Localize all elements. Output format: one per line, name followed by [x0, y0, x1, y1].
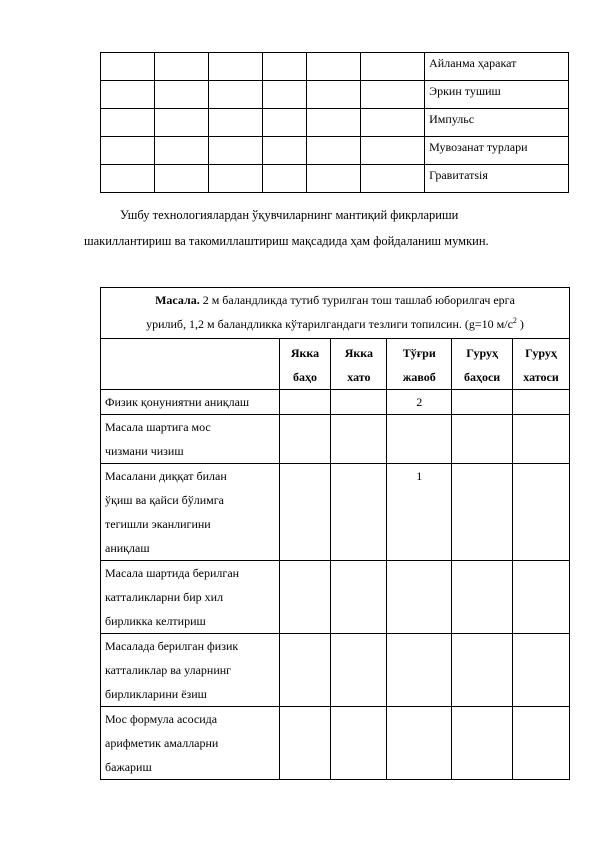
- column-header-line-2: баҳоси: [463, 370, 501, 384]
- problem-statement-row: [101, 288, 570, 339]
- header-row: [101, 339, 570, 390]
- score-cell: [279, 634, 331, 707]
- criteria-label-line: бажариш: [105, 760, 152, 774]
- empty-cell: [307, 137, 361, 165]
- criteria-label-line: бирликларини ёзиш: [105, 687, 207, 701]
- criteria-label-line: катталиклар ва уларнинг: [105, 663, 232, 677]
- column-header: [387, 339, 452, 390]
- score-cell: [331, 707, 387, 780]
- score-cell: [331, 390, 387, 415]
- score-cell: [513, 390, 570, 415]
- score-cell: [279, 464, 331, 561]
- score-cell: [513, 707, 570, 780]
- column-header: [513, 339, 570, 390]
- empty-cell: [307, 165, 361, 193]
- empty-cell: [361, 109, 425, 137]
- score-cell: [452, 707, 513, 780]
- topic-label: Мувозанат турлари: [425, 137, 569, 165]
- criteria-row: [101, 390, 570, 415]
- topic-label: Импульс: [425, 109, 569, 137]
- score-cell: [279, 561, 331, 634]
- criteria-label-line: чизмани чизиш: [105, 444, 184, 458]
- score-cell: [513, 415, 570, 464]
- criteria-row: [101, 464, 570, 561]
- criteria-label-line: Масала шартида берилган: [105, 566, 240, 580]
- score-cell: [452, 464, 513, 561]
- topics-table: [100, 52, 569, 193]
- empty-cell: [361, 165, 425, 193]
- problem-title: Масала.: [155, 293, 200, 307]
- criteria-label-line: тегишли эканлигини: [105, 517, 211, 531]
- topics-row: [101, 53, 569, 81]
- problem-text-2: урилиб, 1,2 м баландликка кўтарилгандаги тезлиги топилсин. (g=10 м/с: [146, 317, 513, 331]
- score-cell: [387, 634, 452, 707]
- empty-cell: [208, 165, 262, 193]
- score-cell: [331, 561, 387, 634]
- criteria-label: [101, 707, 280, 780]
- empty-cell: [262, 137, 307, 165]
- column-header-line-2: хатоси: [523, 370, 559, 384]
- criteria-row: [101, 561, 570, 634]
- criteria-label-line: аниқлаш: [105, 541, 150, 555]
- topics-row: [101, 81, 569, 109]
- header-empty-cell: [101, 339, 280, 390]
- empty-cell: [154, 109, 208, 137]
- criteria-label-line: Масала шартига мос: [105, 420, 211, 434]
- column-header-line-1: Гуруҳ: [466, 346, 498, 360]
- column-header-line-2: жавоб: [402, 370, 436, 384]
- criteria-row: [101, 415, 570, 464]
- empty-cell: [154, 137, 208, 165]
- column-header-line-1: Якка: [290, 346, 320, 360]
- criteria-label-line: ўқиш ва қайси бўлимга: [105, 493, 225, 507]
- empty-cell: [101, 53, 155, 81]
- score-cell: [387, 707, 452, 780]
- empty-cell: [101, 165, 155, 193]
- empty-cell: [208, 137, 262, 165]
- criteria-label-line: арифметик амалларни: [105, 736, 219, 750]
- empty-cell: [262, 165, 307, 193]
- empty-cell: [307, 81, 361, 109]
- criteria-label-line: Масалани диққат билан: [105, 469, 227, 483]
- score-cell: [513, 634, 570, 707]
- problem-statement: [101, 288, 570, 339]
- column-header: [452, 339, 513, 390]
- column-header-line-2: баҳо: [292, 370, 317, 384]
- score-cell: [452, 634, 513, 707]
- score-cell: [452, 415, 513, 464]
- empty-cell: [208, 109, 262, 137]
- criteria-label: [101, 561, 280, 634]
- score-cell: [387, 415, 452, 464]
- empty-cell: [101, 109, 155, 137]
- score-cell: [387, 561, 452, 634]
- problem-text-end: ): [516, 317, 524, 331]
- problem-text-1: 2 м баландликда тутиб турилган тош ташлаб юборилгач ерга: [199, 293, 515, 307]
- empty-cell: [208, 81, 262, 109]
- criteria-label-line: Мос формула асосида: [105, 712, 218, 726]
- score-cell: [513, 464, 570, 561]
- empty-cell: [361, 137, 425, 165]
- problem-text-sup: 2: [512, 316, 517, 325]
- score-cell: [331, 415, 387, 464]
- score-cell: [452, 561, 513, 634]
- criteria-label: [101, 390, 280, 415]
- score-cell: [513, 561, 570, 634]
- score-cell: [279, 415, 331, 464]
- score-cell: 2: [387, 390, 452, 415]
- empty-cell: [101, 81, 155, 109]
- paragraph-line-1: Ушбу технологиялардан ўқувчиларнинг мантиқий фикрлариши: [120, 208, 459, 222]
- column-header-line-1: Якка: [344, 346, 374, 360]
- score-cell: [279, 707, 331, 780]
- empty-cell: [262, 53, 307, 81]
- empty-cell: [307, 109, 361, 137]
- empty-cell: [307, 53, 361, 81]
- criteria-label: [101, 634, 280, 707]
- column-header: [279, 339, 331, 390]
- criteria-label-line: Масалада берилган физик: [105, 639, 239, 653]
- column-header-line-2: хато: [347, 370, 371, 384]
- topic-label: Айланма ҳаракат: [425, 53, 569, 81]
- empty-cell: [208, 53, 262, 81]
- score-cell: [331, 464, 387, 561]
- column-header-line-1: Тўғри: [402, 346, 436, 360]
- score-cell: [452, 390, 513, 415]
- topics-table-body: [101, 53, 569, 193]
- score-cell: [331, 634, 387, 707]
- criteria-label: [101, 464, 280, 561]
- empty-cell: [361, 53, 425, 81]
- column-header: [331, 339, 387, 390]
- problem-table: [100, 287, 570, 780]
- empty-cell: [361, 81, 425, 109]
- topics-row: [101, 137, 569, 165]
- criteria-row: [101, 707, 570, 780]
- criteria-label-line: катталикларни бир хил: [105, 590, 224, 604]
- empty-cell: [154, 81, 208, 109]
- empty-cell: [262, 81, 307, 109]
- criteria-row: [101, 634, 570, 707]
- score-cell: 1: [387, 464, 452, 561]
- empty-cell: [101, 137, 155, 165]
- criteria-label-line: бирликка келтириш: [105, 614, 206, 628]
- topic-label: Гравитатsія: [425, 165, 569, 193]
- empty-cell: [262, 109, 307, 137]
- empty-cell: [154, 53, 208, 81]
- topics-row: [101, 165, 569, 193]
- score-cell: [279, 390, 331, 415]
- criteria-label: [101, 415, 280, 464]
- column-header-line-1: Гуруҳ: [525, 346, 557, 360]
- criteria-label-line: Физик қонуниятни аниқлаш: [105, 395, 250, 409]
- paragraph-line-2: шакиллантириш ва такомиллаштириш мақсадида ҳам фойдаланиш мумкин.: [84, 234, 489, 248]
- problem-table-body: [101, 390, 570, 780]
- topics-row: [101, 109, 569, 137]
- empty-cell: [154, 165, 208, 193]
- topic-label: Эркин тушиш: [425, 81, 569, 109]
